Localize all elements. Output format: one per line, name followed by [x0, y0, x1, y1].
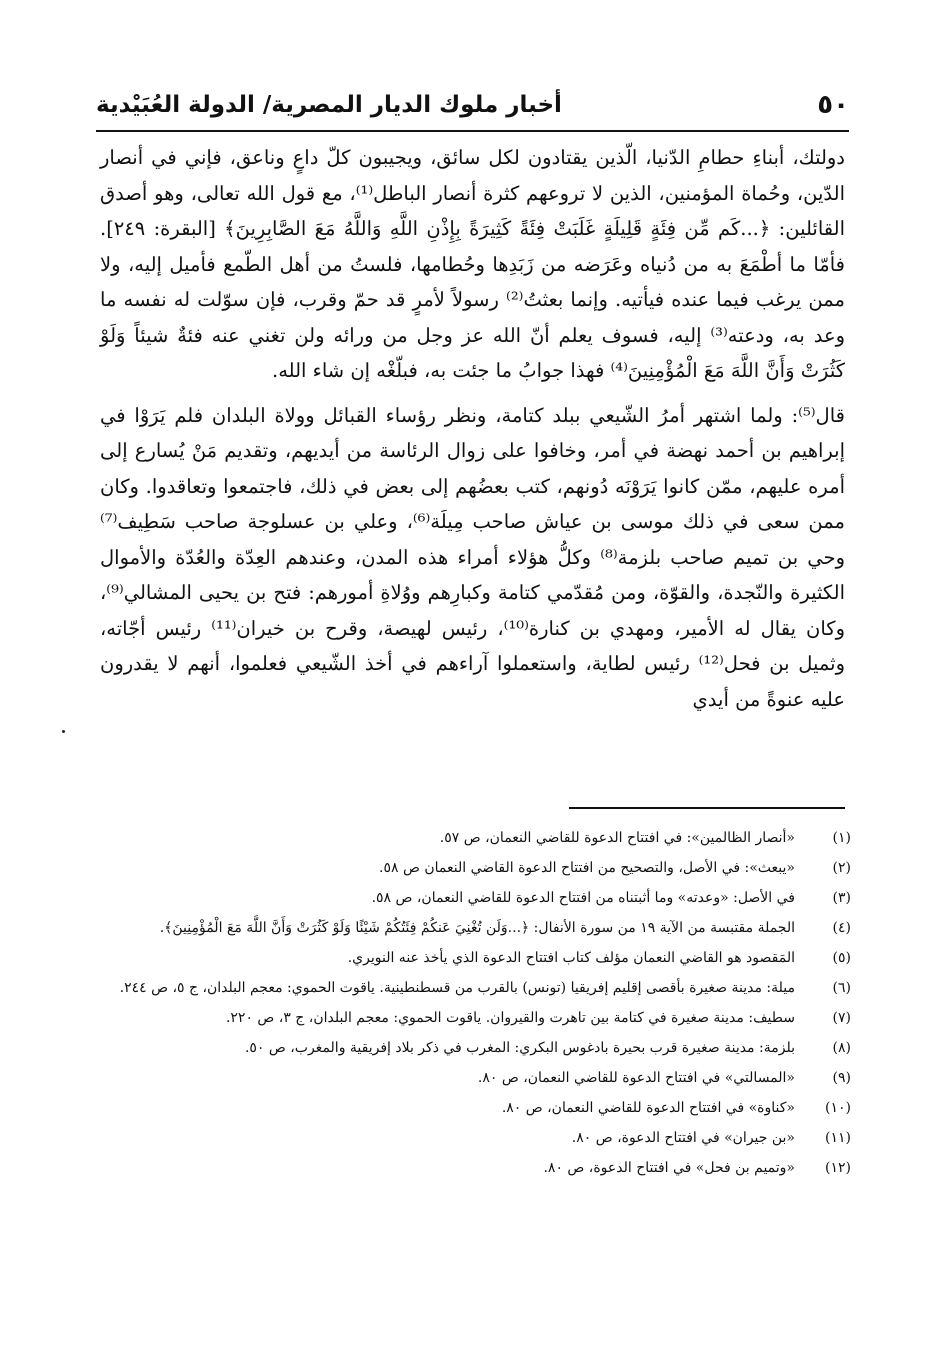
- footnote-number: (٩): [832, 1070, 851, 1086]
- main-text: [100, 140, 845, 717]
- footnote-separator: [569, 807, 845, 809]
- footnote-number: (١٢): [825, 1160, 851, 1176]
- page-number: ٥٠: [817, 90, 849, 120]
- footnote: [100, 1093, 851, 1123]
- footnote-number: (١١): [825, 1130, 851, 1146]
- footnote-number: (٥): [832, 950, 851, 966]
- footnotes: [100, 823, 851, 1183]
- running-title: أخبار ملوك الديار المصرية/ الدولة العُبَيْدية: [96, 92, 562, 118]
- footnote: [100, 883, 851, 913]
- footnote-text: «أنصار الظالمين»: في افتتاح الدعوة للقاضي النعمان، ص ٥٧.: [439, 830, 795, 846]
- footnote-number: (٦): [832, 980, 851, 996]
- footnote: [100, 913, 851, 943]
- footnote: [100, 823, 851, 853]
- page-header: [96, 80, 849, 132]
- footnote-text: «يبعث»: في الأصل، والتصحيح من افتتاح الدعوة القاضي النعمان ص ٥٨.: [379, 860, 795, 876]
- footnote: [100, 1123, 851, 1153]
- footnote-number: (٨): [832, 1040, 851, 1056]
- footnote-text: المَقصود هو القاضي النعمان مؤلف كتاب افتتاح الدعوة الذي يأخذ عنه النويري.: [347, 950, 795, 966]
- footnote-text: «وتميم بن فحل» في افتتاح الدعوة، ص ٨٠.: [543, 1160, 795, 1176]
- footnote-text: «المسالتي» في افتتاح الدعوة للقاضي النعمان، ص ٨٠.: [477, 1070, 795, 1086]
- footnote-number: (١٠): [825, 1100, 851, 1116]
- footnote-text: ميلة: مدينة صغيرة بأقصى إقليم إفريقيا (تونس) بالقرب من قسطنطينية. ياقوت الحموي: معجم البلدان، ج ٥، ص ٢٤٤.: [119, 980, 795, 996]
- footnote-number: (١): [832, 830, 851, 846]
- footnote: [100, 853, 851, 883]
- footnote: [100, 1033, 851, 1063]
- footnote-text: «بن جيران» في افتتاح الدعوة، ص ٨٠.: [571, 1130, 795, 1146]
- footnote-text: بلزمة: مدينة صغيرة قرب بحيرة بادغوس البكري: المغرب في ذكر بلاد إفريقية والمغرب، ص ٥٠.: [244, 1040, 795, 1056]
- footnote-number: (٤): [832, 920, 851, 936]
- footnote-text: في الأصل: «وعدته» وما أثبتناه من افتتاح الدعوة للقاضي النعمان، ص ٥٨.: [371, 890, 795, 906]
- paragraph: دولتك، أبناءِ حطامِ الدّنيا، الّذين يقتادون لكل سائق، ويجيبون كلّ داعٍ وناعق، فإني في أنصار الدّين، وحُماة المؤمنين، الذين لا تروعهم كثرة أنصار الباطل⁽¹⁾، مع قول الله تعالى، وهو أصدق القائلين: ﴿...كَم مِّن فِئَةٍ قَلِيلَةٍ غَلَبَتْ فِئَةً كَثِيرَةً بِإِذْنِ اللَّهِ وَاللَّهُ مَعَ الصَّابِرِينَ﴾ [البقرة: ٢٤٩]. فأمّا ما أطْمَعَ به من دُنياه وعَرَضه من زَبَدِها وحُطامها، فلستُ من أهل الطّمع فأميل إليه، ولا ممن يرغب فيما عنده فيأتيه. وإنما بعثتُ⁽²⁾ رسولاً لأمرٍ قد حمّ وقرب، فإن سوّلت له نفسه ما وعد به، ودعته⁽³⁾ إليه، فسوف يعلم أنّ الله عز وجل من ورائه ولن تغني عنه فئةٌ شيئاً وَلَوْ كَثُرَتْ وَأَنَّ اللَّهَ مَعَ الْمُؤْمِنِينَ⁽⁴⁾ فهذا جوابُ ما جئت به، فبلّغْه إن شاء الله.: [100, 146, 845, 382]
- footnote-number: (٢): [832, 860, 851, 876]
- footnote-number: (٧): [832, 1010, 851, 1026]
- stray-mark: [62, 730, 65, 733]
- footnote-number: (٣): [832, 890, 851, 906]
- footnote: [100, 1153, 851, 1183]
- footnote: [100, 943, 851, 973]
- paragraph: قال⁽⁵⁾: ولما اشتهر أمرُ الشّيعي ببلد كتامة، ونظر رؤساء القبائل وولاة البلدان فلم يَرَوْا في إبراهيم بن أحمد نهضة في أمر، وخافوا على زوال الرئاسة من أيديهم، وتقديم مَنْ يُسارع إلى أمره عليهم، ممّن كانوا يَرَوْنَه دُونهم، كتب بعضُهم إلى بعض في ذلك، فاجتمعوا وتعاقدوا. وكان ممن سعى في ذلك موسى بن عياش صاحب مِيلَة⁽⁶⁾، وعلي بن عسلوجة صاحب سَطِيف⁽⁷⁾ وحي بن تميم صاحب بلزمة⁽⁸⁾ وكلُّ هؤلاء أمراء هذه المدن، وعندهم العِدّة والعُدّة والأموال الكثيرة والنّجدة، والقوّة، ومن مُقدّمي كتامة وكبارِهم ووُلاةِ أمورهم: فتح بن يحيى المشالي⁽⁹⁾، وكان يقال له الأمير، ومهدي بن كنارة⁽¹⁰⁾، رئيس لهيصة، وقرح بن خيران⁽¹¹⁾ رئيس أجّاته، وثميل بن فحل⁽¹²⁾ رئيس لطاية، واستعملوا آراءهم في أخذ الشّيعي فعلموا، أنهم لا يقدرون عليه عنوةً من أيدي: [100, 403, 846, 711]
- footnote-text: «كناوة» في افتتاح الدعوة للقاضي النعمان، ص ٨٠.: [501, 1100, 795, 1116]
- footnote: [100, 1063, 851, 1093]
- footnote-text: سطيف: مدينة صغيرة في كتامة بين تاهرت والقيروان. ياقوت الحموي: معجم البلدان، ج ٣، ص ٢٢٠.: [225, 1010, 795, 1026]
- footnote: [100, 973, 851, 1003]
- footnote-text: الجملة مقتبسة من الآية ١٩ من سورة الأنفال: ﴿...وَلَن تُغْنِيَ عَنكُمْ فِئَتُكُمْ شَيْئًا وَلَوْ كَثُرَتْ وَأَنَّ اللَّهَ مَعَ الْمُؤْمِنِينَ﴾.: [159, 920, 795, 936]
- footnote: [100, 1003, 851, 1033]
